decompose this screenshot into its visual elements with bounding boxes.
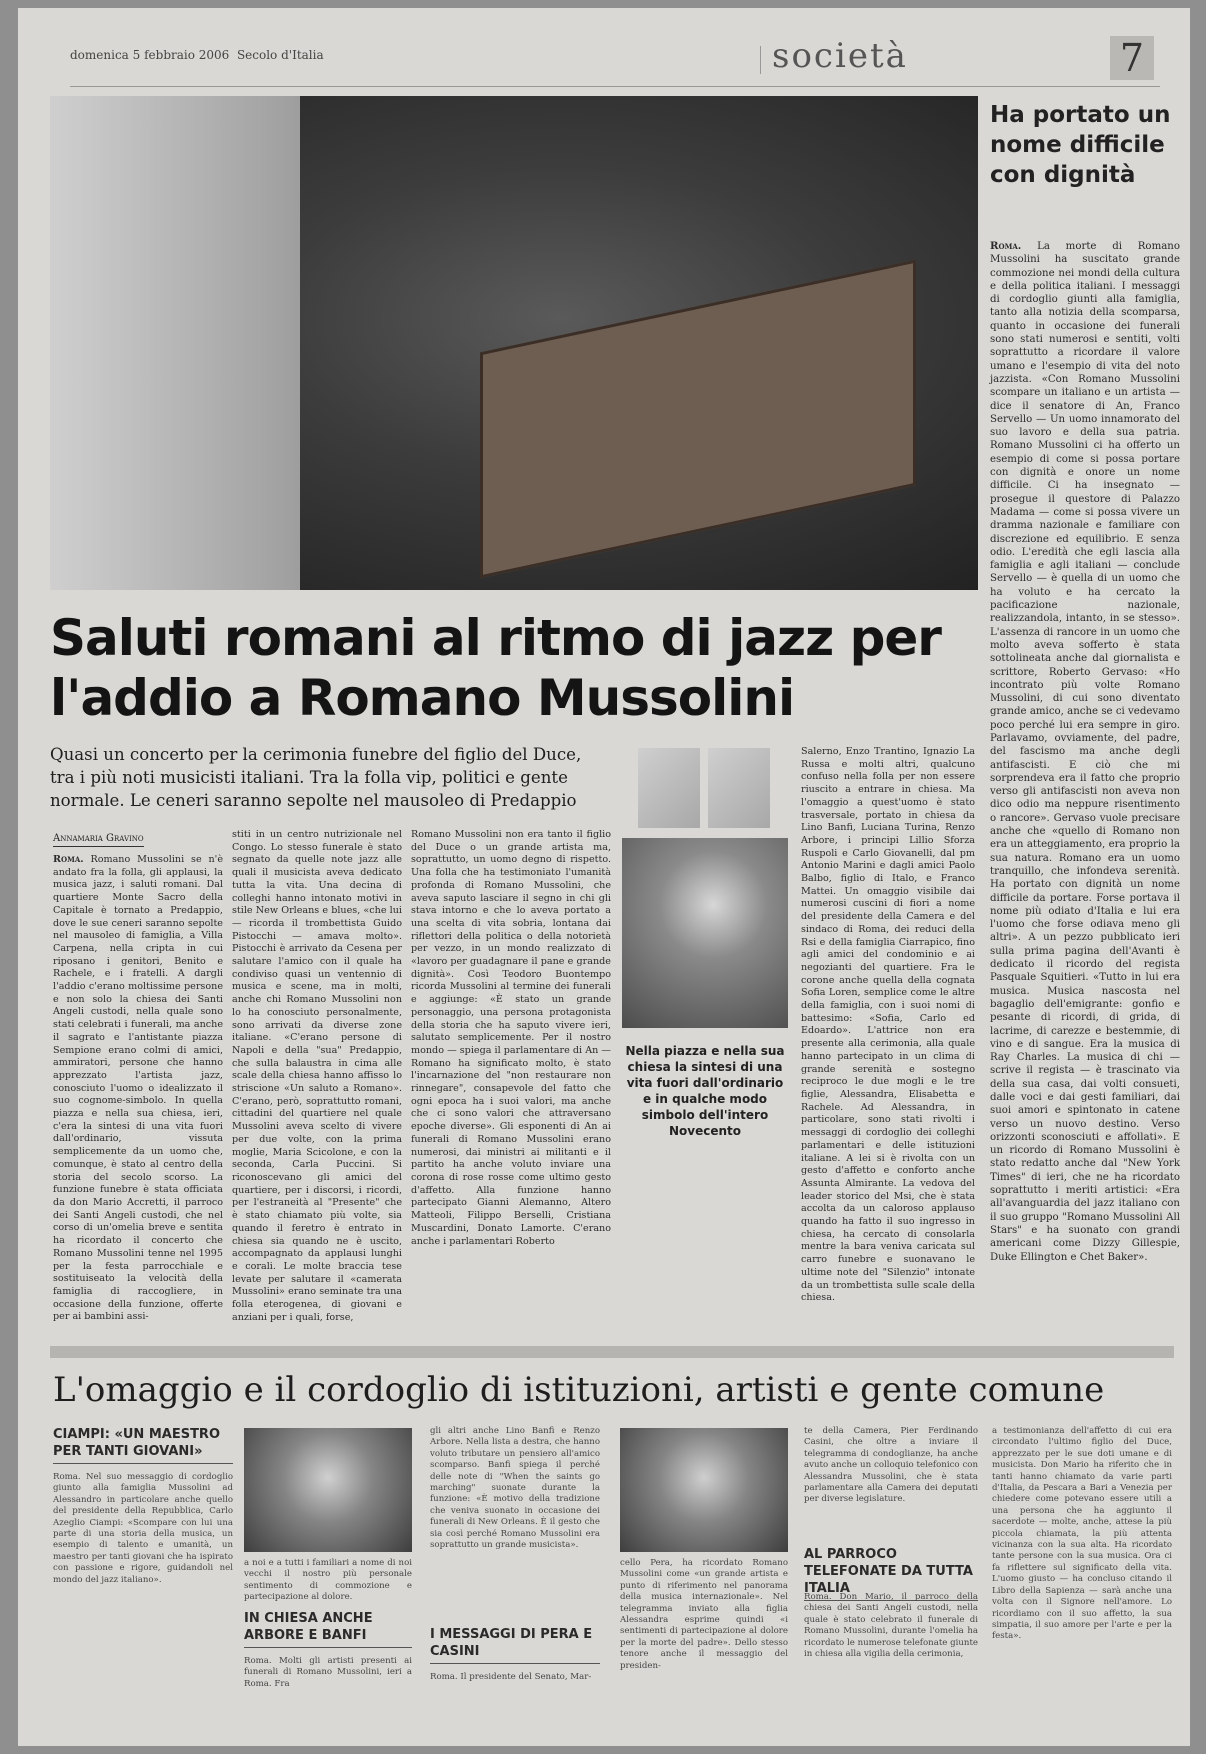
deck: Quasi un concerto per la cerimonia funebre del figlio del Duce, tra i più noti musicisti italiani. Tra la folla vip, politici e gente normale. Le ceneri saranno sepolte nel mausoleo di Predappio [50, 745, 582, 810]
main-photo [50, 96, 978, 590]
sidebar-title: Ha portato un nome difficile con dignità [990, 102, 1171, 188]
article-col-1: Roma. Romano Mussolini se n'è andato fra la folla, gli applausi, la musica jazz, i saluti romani. Dal quartiere Monte Sacro della Capitale è tornato a Predappio, dove le sue ceneri saranno sepolte nel mausoleo di famiglia, a Villa Carpena, nella cripta in cui riposano i genitori, Benito e Rachele, e i fratelli. A dargli l'addio c'erano moltissime persone e non solo la chiesa dei Santi Angeli custodi, nella quale sono stati celebrati i funerali, ma anche il sagrato e l'antistante piazza Sempione erano colmi di amici, ammiratori, persone che hanno apprezzato l'artista jazz, conosciuto l'uomo o idealizzato il suo cognome-simbolo. In quella piazza e nella sua chiesa, ieri, c'era la sintesi di una vita fuori dall'ordinario, vissuta semplicemente da un uomo che, comunque, è stato al centro della storia del secolo scorso. La funzione funebre è stata officiata da don Mario Accretti, il parroco dei Santi Angeli custodi, che nel corso di un'omelia breve e sentita ha ricordato il concerto che Romano Mussolini tenne nel 1995 per la festa parrocchiale e sostituiseato la velocità della famiglia di raccogliere, in occasione della funzione, offerte per ai bambini assi- [53, 854, 223, 1323]
article-col-2: stiti in un centro nutrizionale nel Congo. Lo stesso funerale è stato segnato da quelle note jazz alle quali il musicista aveva dedicato tutta la vita. Una decina di colleghi hanno intonato motivi in stile New Orleans e blues, «che lui — ricorda il trombettista Guido Pistocchi — amava molto». Pistocchi è arrivato da Cesena per salutare l'amico con il quale ha condiviso quasi un ventennio di musica e scene, ma in molti, anche chi Romano Mussolini non lo ha conosciuto personalmente, sono arrivati da diverse zone italiane. «C'erano persone di Napoli e della "sua" Predappio, che sulla balaustra in cima alle scale della chiesa hanno affisso lo striscione «Un saluto a Romano». C'erano, però, soprattutto romani, cittadini del quartiere nel quale Mussolini aveva scelto di vivere per due volte, con la prima moglie, Maria Scicolone, e con la seconda, Carla Puccini. Si riconoscevano gli amici del quartiere, per i discorsi, i ricordi, per l'estraneità al "Presente" che è stato chiamato più volte, sia quando il feretro è entrato in chiesa sia quando ne è uscito, accompagnato da applausi lunghi e corali. Le molte braccia tese levate per salutare il «camerata Mussolini» erano seminate tra una folla eterogenea, di giovani e anziani per i quali, forse, [232, 829, 402, 1323]
header-date: domenica 5 febbraio 2006 Secolo d'Italia [70, 48, 324, 62]
bottom-title: L'omaggio e il cordoglio di istituzioni, artisti e gente comune [53, 1370, 1105, 1410]
bottom-photo1-text: a noi e a tutti i familiari a nome di noi vecchi il nostro più personale sentimento di commozione e partecipazione al dolore. [244, 1558, 412, 1603]
headline: Saluti romani al ritmo di jazz per l'addio a Romano Mussolini [50, 609, 941, 727]
header-rule [70, 86, 1160, 87]
bottom-col-3: gli altri anche Lino Banfi e Renzo Arbore. Nella lista a destra, che hanno voluto tributare un pensiero all'amico scomparso. Banfi spiega il perché delle note di "When the saints go marching" suonate durante la funzione: «È motivo della tradizione che veniva suonato in occasione dei funerali di New Orleans. È il gesto che sia così perché Romano Mussolini era soprattutto un grande musicista». [430, 1426, 600, 1551]
subhead-pera-casini: I MESSAGGI DI PERA E CASINI [430, 1626, 600, 1664]
subhead-ciampi: CIAMPI: «UN MAESTRO PER TANTI GIOVANI» [53, 1426, 233, 1464]
header-separator [760, 46, 761, 74]
bottom-col-6: a testimonianza dell'affetto di cui era circondato l'ultimo figlio del Duce, apprezzato per le sue doti umane e di musicista. Don Mario ha riferito che in tanti hanno chiamato da varie parti d'Italia, da Pescara a Bari a Venezia per chiedere come potevano essere utili a una persona che ha aggiunto il sacerdote — molte, anche, attese la più piccola chiamata, la più attenta vicinanza con la sua alta. Ha ricordato tante persone con la sua musica. Ora ci fa riflettere sul significato della vita. L'uomo giusto — ha concluso citando il Libro della Sapienza — sarà anche una volta con il Signore nell'amore. Lo ricordiamo con il suo affetto, la sua simpatia, il suo amore per l'arte e per la festa». [992, 1426, 1172, 1642]
photo-caption: Nella piazza e nella sua chiesa la sintesi di una vita fuori dall'ordinario e in qualche modo simbolo dell'intero Novecento [625, 1044, 785, 1138]
page-header [50, 36, 1150, 86]
newspaper-page [18, 8, 1190, 1746]
subhead-parroco: AL PARROCO TELEFONATE DA TUTTA ITALIA [804, 1546, 978, 1601]
bottom-col-4: cello Pera, ha ricordato Romano Mussolini come «un grande artista e punto di riferimento nel panorama della musica internazionale». Nel telegramma inviato alla figlia Alessandra esprime quindi «i sentimenti di partecipazione al dolore per la morte del padre». Dello stesso tenore anche il messaggio del presiden- [620, 1558, 788, 1671]
byline: Annamaria Gravino [53, 833, 144, 847]
portrait-photo [622, 838, 788, 1028]
page-number: 7 [1110, 36, 1154, 80]
bottom-col-3-end: Roma. Il presidente del Senato, Mar- [430, 1672, 592, 1682]
bottom-col-5: te della Camera, Pier Ferdinando Casini, che oltre a inviare il telegramma di condoglianze, ha anche avuto anche un colloquio telefonico con Alessandra Mussolini, che è stata parlamentare alla Camera dei deputati per diverse legislature. [804, 1426, 978, 1505]
subhead-arbore-banfi: IN CHIESA ANCHE ARBORE E BANFI [244, 1610, 412, 1648]
thumbnail-row [638, 748, 788, 833]
bottom-photo-2 [620, 1428, 788, 1552]
thumbnail-2 [708, 748, 770, 828]
article-col-3: Romano Mussolini non era tanto il figlio del Duce o un grande artista ma, soprattutto, un uomo degno di rispetto. Una folla che ha testimoniato l'umanità profonda di Romano Mussolini, che aveva saputo lasciare il segno in chi gli stava intorno e che lo aveva portato a una scelta di vita sobria, lontana dai riflettori della politica o della notorietà per vezzo, in un mondo realizzato di «lavoro per guadagnare il pane e grande dignità». Così Teodoro Buontempo ricorda Mussolini al termine dei funerali e aggiunge: «È stato un grande personaggio, una persona protagonista della storia che ha saputo vivere ieri, salutato semplicemente. Per il nostro mondo — spiega il parlamentare di An — Romano ha significato molto, è stato l'incarnazione del "non restaurare non rinnegare", consapevole del fatto che ogni epoca ha i suoi valori, ma anche che ci sono valori che attraversano epoche diverse». Gli esponenti di An ai funerali di Romano Mussolini erano numerosi, dai ministri ai militanti e il partito ha anche voluto inviare una corona di rose rosse come ultimo gesto d'affetto. Alla funzione hanno partecipato Gianni Alemanno, Altero Matteoli, Filippo Berselli, Cristiana Muscardini, Donato Lamorte. C'erano anche i parlamentari Roberto [411, 829, 611, 1247]
sidebar-body: Roma. La morte di Romano Mussolini ha suscitato grande commozione nei mondi della cultura e della politica italiani. I messaggi di cordoglio giunti alla famiglia, tanto alla notizia della scomparsa, quanto in occasione dei funerali sono stati numerosi e sentiti, volti soprattutto a ricordare il valore umano e l'esempio di vita del noto jazzista. «Con Romano Mussolini scompare un italiano e un artista — dice il senatore di An, Franco Servello — Un uomo innamorato del suo lavoro e della sua patria. Romano Mussolini ci ha offerto un esempio di come si possa portare con dignità e onore un nome difficile. Ci ha insegnato — prosegue il questore di Palazzo Madama — come si possa vivere un dramma nazionale e familiare con discrezione ed equilibrio. E senza odio. L'eredità che egli lascia alla famiglia e agli italiani — conclude Servello — è quella di un uomo che ha voluto e ha cercato la pacificazione nazionale, realizzandola, intanto, in se stesso». L'assenza di rancore in un uomo che molto aveva sofferto è stata sottolineata anche dal giornalista e scrittore, Roberto Gervaso: «Ho incontrato più volte Romano Mussolini, di cui sono diventato grande amico, anche se ci vedevamo poco perché lui era sempre in giro. Parlavamo, ovviamente, del padre, del fascismo ma anche degli antifascisti. E ciò che mi sorprendeva era il fatto che proprio verso gli antifascisti non aveva non dico odio ma neppure risentimento o rancore». Gervaso vuole precisare anche che «quello di Romano non era un atteggiamento, era proprio la sua natura. Romano era un uomo tranquillo, che infondeva serenità. Ha portato con dignità un nome difficile da portare. Forse portava il nome più odiato d'Italia e lui era l'uomo che forse odiava meno gli altri». A un pezzo pubblicato ieri sulla prima pagina dell'Avanti è dedicato il ricordo del regista Pasquale Squitieri. «Tutto in lui era musica. Musica nascosta nel bagaglio dell'emigrante: gonfio e pesante di ricordi, di grida, di lacrime, di carezze e bestemmie, di vino e di sangue. Era la musica di Ray Charles. La musica di chi — scrive il regista — è trascinato via della sua casa, dai volti consueti, dalle voci e dai gesti familiari, dai suoi amori e spintonato in catene verso un nuovo destino. Verso orizzonti sconosciuti e affollati». E un ricordo di Romano Mussolini è stato redatto anche dal "New York Times" di ieri, che ne ha ricordato soprattutto i meriti artistici: «Era all'avanguardia del jazz italiano con il suo gruppo "Romano Mussolini All Stars" e ha suonato con grandi americani come Dizzy Gillespie, Duke Ellington e Chet Baker». [990, 240, 1180, 1263]
article-col-4: Salerno, Enzo Trantino, Ignazio La Russa e molti altri, qualcuno confuso nella folla per non essere riuscito a entrare in chiesa. Ma l'omaggio a quest'uomo è stato trasversale, portato in chiesa da Lino Banfi, Luciana Turina, Renzo Arbore, i principi Lillio Sforza Ruspoli e Carlo Giovanelli, dal pm Antonio Marini e dagli amici Paolo Balbo, figlio di Italo, e Franco Mattei. Un omaggio visibile dai numerosi cuscini di fiori a nome del presidente della Camera e del sindaco di Roma, dei reduci della Rsi e della famiglia Ciarrapico, fino agli amici del condominio e ai negozianti del quartiere. Fra le corone anche quella della cognata Sofia Loren, semplice come le altre della famiglia, con i suoi nomi di battesimo: «Sofia, Carlo ed Edoardo». L'attrice non era presente alla cerimonia, alla quale hanno partecipato in un clima di grande serenità e sostegno reciproco le due mogli e le tre figlie, Alessandra, Elisabetta e Rachele. Ad Alessandra, in particolare, sono stati rivolti i messaggi di cordoglio dei colleghi parlamentari e delle istituzioni italiane. A lei si è rivolta con un gesto d'affetto e conforto anche Assunta Almirante. La vedova del leader storico del Msi, che è stata accolta da un caloroso applauso quando ha fatto il suo ingresso in chiesa, ha cercato di consolarla mentre la bara veniva caricata sul carro funebre e suonavano le ultime note del "Silenzio" intonate da un trombettista sulle scale della chiesa. [801, 746, 975, 1304]
bottom-col-5-end: Roma. Don Mario, il parroco della chiesa dei Santi Angeli custodi, nella quale è stato celebrato il funerale di Romano Mussolini, durante l'omelia ha ricordato le numerose telefonate giunte in chiesa alla vigilia della cerimonia, [804, 1592, 978, 1660]
casket-shape [480, 260, 916, 579]
bottom-col-1: Roma. Nel suo messaggio di cordoglio giunto alla famiglia Mussolini ad Alessandro in particolare anche quello del presidente della Repubblica, Carlo Azeglio Ciampi: «Scompare con lui una parte di una storia della musica, un esempio di talento e umanità, un maestro per tanti giovani che ha ispirato con passione e rigore, guidandoli nel mondo del jazz italiano». [53, 1472, 233, 1585]
section-band [50, 1346, 1174, 1358]
thumbnail-1 [638, 748, 700, 828]
header-paper: Secolo d'Italia [236, 48, 324, 62]
bottom-photo-1 [244, 1428, 412, 1552]
bottom-col-2-end: Roma. Molti gli artisti presenti ai funerali di Romano Mussolini, ieri a Roma. Fra [244, 1656, 412, 1689]
section-title: società [772, 36, 908, 76]
flag-shape [50, 96, 300, 590]
